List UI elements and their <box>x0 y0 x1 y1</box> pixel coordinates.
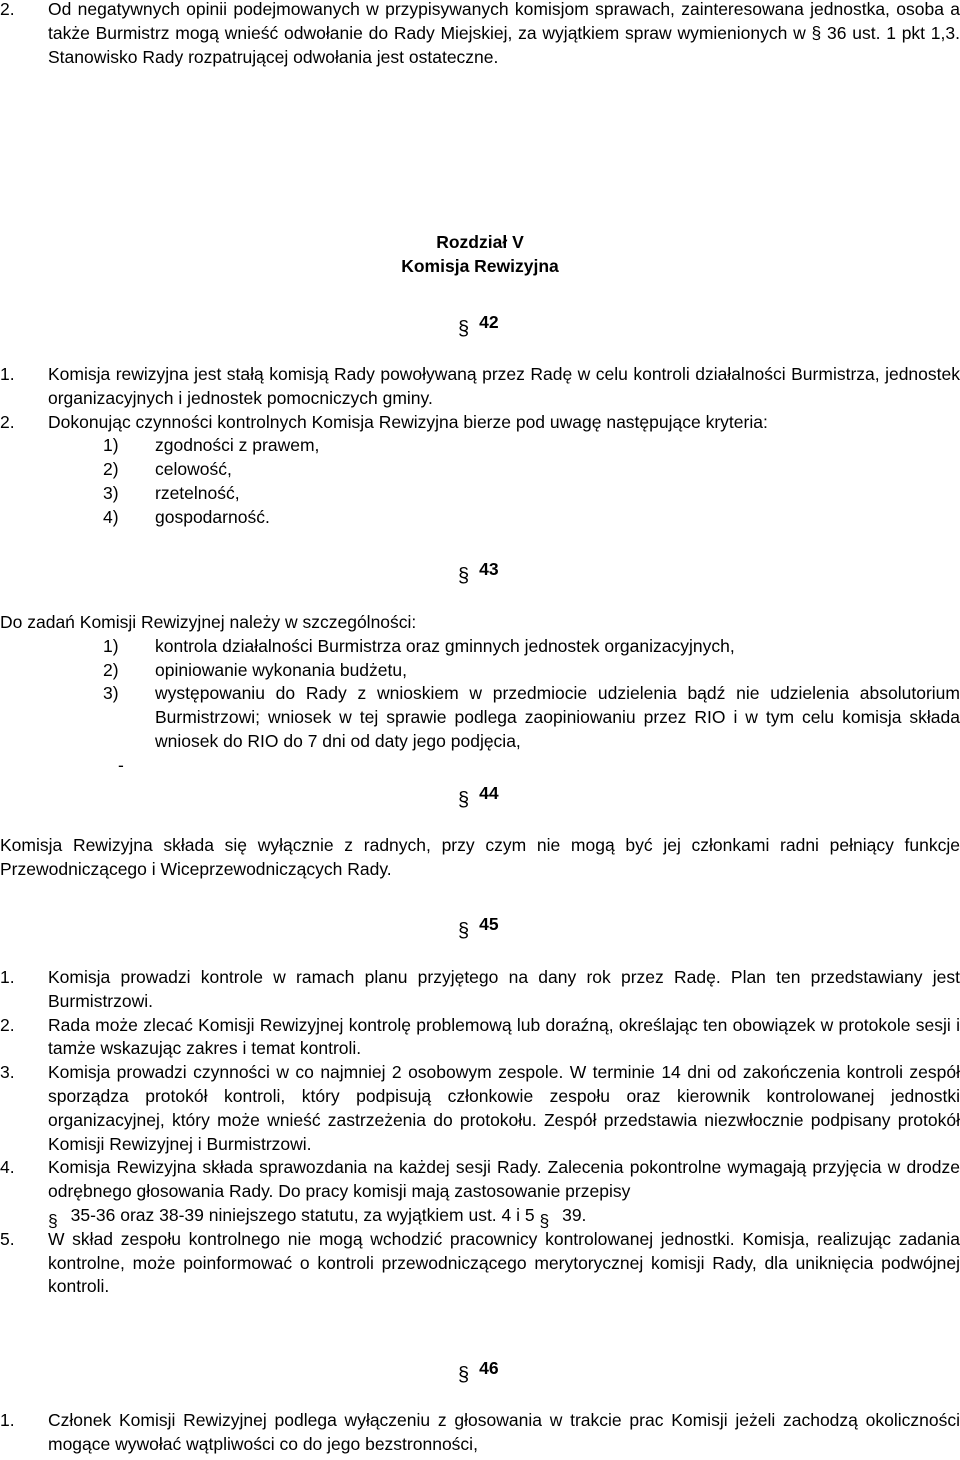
item-text: Komisja prowadzi czynności w co najmniej 2 osobowym zespole. W terminie 14 dni od zakończenia kontroli zespół sporządza protokół kontroli, który podpisują członkowie zespołu oraz kierownik kontrolowanej jednostki organizacyjnej, który może wnieść zastrzeżenia do protokołu. Zespół przedstawia niezwłocznie podpisany protokół Komisji Rewizyjnej i Burmistrzowi. <box>48 1062 960 1154</box>
paragraph-46-body <box>0 1409 960 1457</box>
task-item <box>0 682 960 753</box>
task-item <box>0 659 960 683</box>
item-text: W skład zespołu kontrolnego nie mogą wchodzić pracownicy kontrolowanej jednostki. Komisja, realizując zadania kontrolne, może poinformować o kontroli przewodniczącego merytorycznej komisji Rady, dla uniknięcia podwójnej kontroli. <box>48 1228 960 1297</box>
dash-line: - <box>118 754 124 775</box>
intro-section <box>0 0 960 69</box>
item-number: 3. <box>0 1062 15 1083</box>
section-sign-icon: § <box>48 1210 58 1231</box>
item-text: Dokonując czynności kontrolnych Komisja Rewizyjna bierze pod uwagę następujące kryteria: <box>48 411 768 432</box>
item-number: 1. <box>0 967 15 987</box>
item-text: rzetelność, <box>155 482 240 503</box>
item-text: gospodarność. <box>155 506 270 527</box>
item-number: 3) <box>103 482 119 503</box>
section-sign-icon: § <box>539 1210 550 1231</box>
item-number: 5. <box>0 1228 15 1249</box>
paragraph-number: 43 <box>479 559 499 579</box>
item-number: 1. <box>0 364 15 384</box>
list-item <box>0 1014 960 1062</box>
paragraph-43-body <box>0 611 960 778</box>
item-number: 3) <box>103 683 119 704</box>
item-number: 1) <box>103 435 119 456</box>
paragraph-44-body <box>0 834 960 882</box>
item-text: Od negatywnych opinii podejmowanych w przypisywanych komisjom sprawach, zainteresowana jednostka, osoba a także Burmistrz mogą wnieść odwołanie do Rady Miejskiej, za wyjątkiem spraw wymienionych w § 36 ust. 1 pkt 1,3. Stanowisko Rady rozpatrującej odwołania jest ostateczne. <box>48 0 960 67</box>
intro-item <box>0 0 960 69</box>
list-item <box>0 1409 960 1457</box>
item-number: 1) <box>103 635 119 656</box>
chapter-subtitle: Komisja Rewizyjna <box>401 255 559 276</box>
list-item <box>0 1228 960 1299</box>
paragraph-number: 42 <box>479 312 499 332</box>
list-item <box>0 363 960 411</box>
paragraph-44-heading <box>458 782 499 811</box>
section-sign-icon: § <box>458 920 470 942</box>
paragraph-text: Komisja Rewizyjna składa się wyłącznie z radnych, przy czym nie mogą być jej członkami radni pełniący funkcje Przewodniczącego i Wiceprzewodniczących Rady. <box>0 835 960 879</box>
paragraph-45-heading <box>458 913 499 942</box>
chapter-title: Rozdział V <box>436 232 524 252</box>
paragraph-number: 44 <box>479 783 499 803</box>
item-number: 2) <box>103 659 119 680</box>
paragraph-number: 45 <box>479 914 499 934</box>
item-text: Członek Komisji Rewizyjnej podlega wyłączeniu z głosowania w trakcie prac Komisji jeżeli zachodzą okoliczności mogące wywołać wątpliwości co do jego bezstronności, <box>48 1410 960 1454</box>
item-text: 39. <box>562 1204 587 1225</box>
item-text: Komisja Rewizyjna składa sprawozdania na każdej sesji Rady. Zalecenia pokontrolne wymagają przyjęcia w drodze odrębnego głosowania Rady. Do pracy komisji mają zastosowanie przepisy <box>48 1157 960 1202</box>
paragraph-43-heading <box>458 558 499 587</box>
item-text: zgodności z prawem, <box>155 435 320 456</box>
paragraph-42-body <box>0 363 960 530</box>
item-number: 1. <box>0 1410 15 1430</box>
item-text: 35-36 oraz 38-39 niniejszego statutu, za wyjątkiem ust. 4 i 5 <box>70 1204 535 1225</box>
paragraph-46-heading <box>458 1357 499 1386</box>
item-text: występowaniu do Rady z wnioskiem w przedmiocie udzielenia bądź nie udzielenia absolutorium Burmistrzowi; wniosek w tej sprawie podlega zaopiniowaniu przez RIO i w tym celu komisja składa wniosek do RIO do 7 dni od daty jego podjęcia, <box>155 683 960 751</box>
item-text: Komisja prowadzi kontrole w ramach planu przyjętego na dany rok przez Radę. Plan ten przedstawiany jest Burmistrzowi. <box>48 967 960 1011</box>
item-text: opiniowanie wykonania budżetu, <box>155 659 407 680</box>
section-sign-icon: § <box>458 318 470 340</box>
item-number: 2. <box>0 0 15 19</box>
paragraph-number: 46 <box>479 1358 499 1378</box>
chapter-heading <box>0 231 960 279</box>
section-sign-icon: § <box>458 789 470 811</box>
criteria-item <box>0 506 960 530</box>
section-sign-icon: § <box>458 1364 470 1386</box>
section-sign-icon: § <box>458 565 470 587</box>
list-item <box>0 1061 960 1156</box>
criteria-item <box>0 434 960 458</box>
item-text: celowość, <box>155 459 232 480</box>
paragraph-lead: Do zadań Komisji Rewizyjnej należy w szczególności: <box>0 612 417 632</box>
item-text: kontrola działalności Burmistrza oraz gminnych jednostek organizacyjnych, <box>155 635 735 656</box>
item-number: 4. <box>0 1157 15 1178</box>
item-text: Komisja rewizyjna jest stałą komisją Rady powoływaną przez Radę w celu kontroli działalności Burmistrza, jednostek organizacyjnych i jednostek pomocniczych gminy. <box>48 364 960 408</box>
item-number: 2) <box>103 459 119 480</box>
criteria-item <box>0 482 960 506</box>
list-item <box>0 1156 960 1231</box>
list-item <box>0 966 960 1014</box>
criteria-item <box>0 458 960 482</box>
task-item <box>0 635 960 659</box>
paragraph-45-body <box>0 966 960 1299</box>
item-number: 4) <box>103 506 119 527</box>
list-item <box>0 411 960 435</box>
item-number: 2. <box>0 411 15 432</box>
paragraph-42-heading <box>458 311 499 340</box>
item-number: 2. <box>0 1014 15 1035</box>
item-text: Rada może zlecać Komisji Rewizyjnej kontrolę problemową lub doraźną, określając ten obowiązek w protokole sesji i tamże wskazując zakres i temat kontroli. <box>48 1014 960 1059</box>
